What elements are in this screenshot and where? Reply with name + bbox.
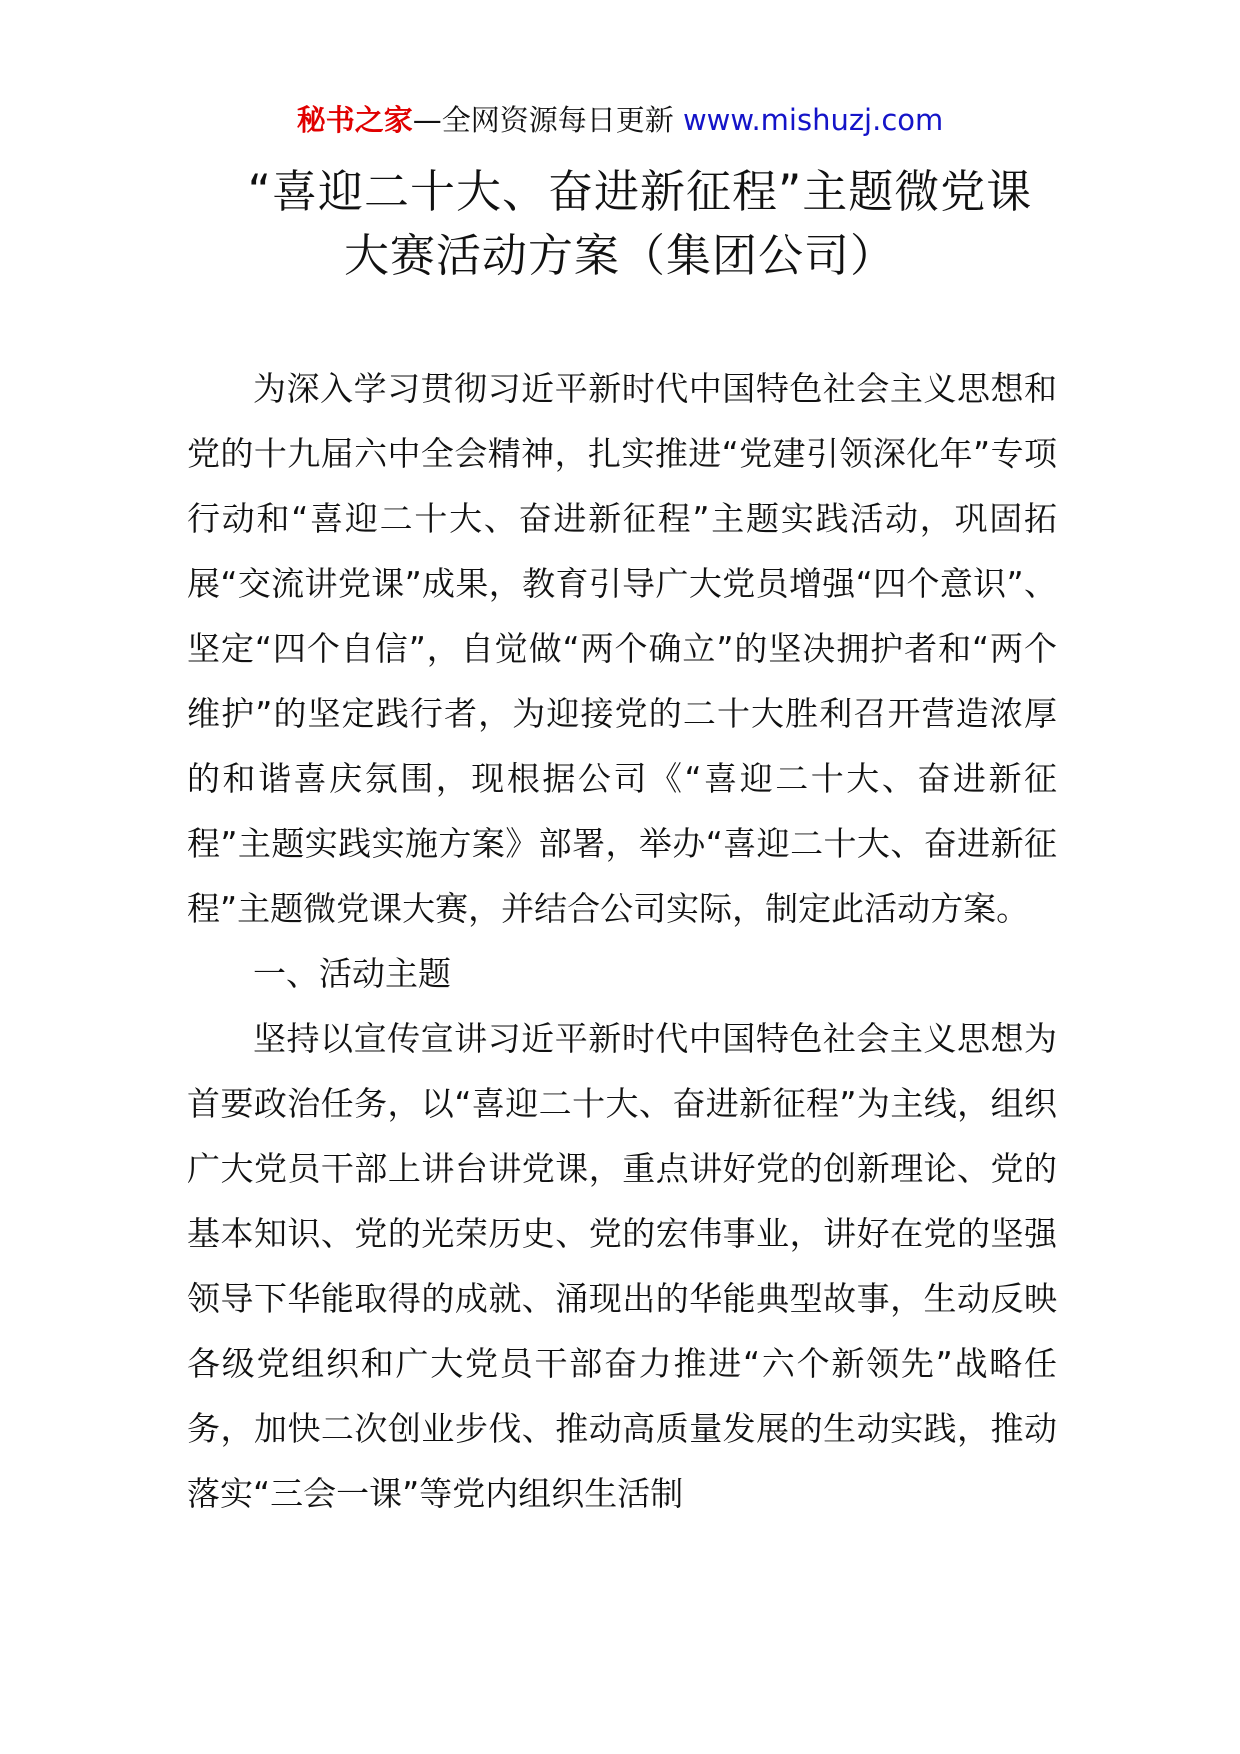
document-body bbox=[187, 356, 1057, 1526]
paragraph-intro: 为深入学习贯彻习近平新时代中国特色社会主义思想和党的十九届六中全会精神，扎实推进“党建引领深化年”专项行动和“喜迎二十大、奋进新征程”主题实践活动，巩固拓展“交流讲党课”成果，教育引导广大党员增强“四个意识”、坚定“四个自信”，自觉做“两个确立”的坚决拥护者和“两个维护”的坚定践行者，为迎接党的二十大胜利召开营造浓厚的和谐喜庆氛围，现根据公司《“喜迎二十大、奋进新征程”主题实践实施方案》部署，举办“喜迎二十大、奋进新征程”主题微党课大赛，并结合公司实际，制定此活动方案。 bbox=[187, 369, 1057, 928]
site-header bbox=[0, 100, 1240, 140]
title-line-1: “喜迎二十大、奋进新征程”主题微党课 bbox=[247, 165, 1033, 218]
header-tagline: —全网资源每日更新 bbox=[412, 103, 674, 137]
header-brand: 秘书之家 bbox=[296, 103, 413, 137]
paragraph-theme: 坚持以宣传宣讲习近平新时代中国特色社会主义思想为首要政治任务，以“喜迎二十大、奋进新征程”为主线，组织广大党员干部上讲台讲党课，重点讲好党的创新理论、党的基本知识、党的光荣历史、党的宏伟事业，讲好在党的坚强领导下华能取得的成就、涌现出的华能典型故事，生动反映各级党组织和广大党员干部奋力推进“六个新领先”战略任务，加快二次创业步伐、推动高质量发展的生动实践，推动落实“三会一课”等党内组织生活制 bbox=[187, 1019, 1057, 1513]
header-url-link[interactable]: www.mishuzj.com bbox=[682, 103, 944, 137]
document-title bbox=[0, 160, 1240, 288]
section-heading-theme: 一、活动主题 bbox=[253, 954, 451, 993]
title-line-2: 大赛活动方案（集团公司） bbox=[343, 229, 896, 282]
